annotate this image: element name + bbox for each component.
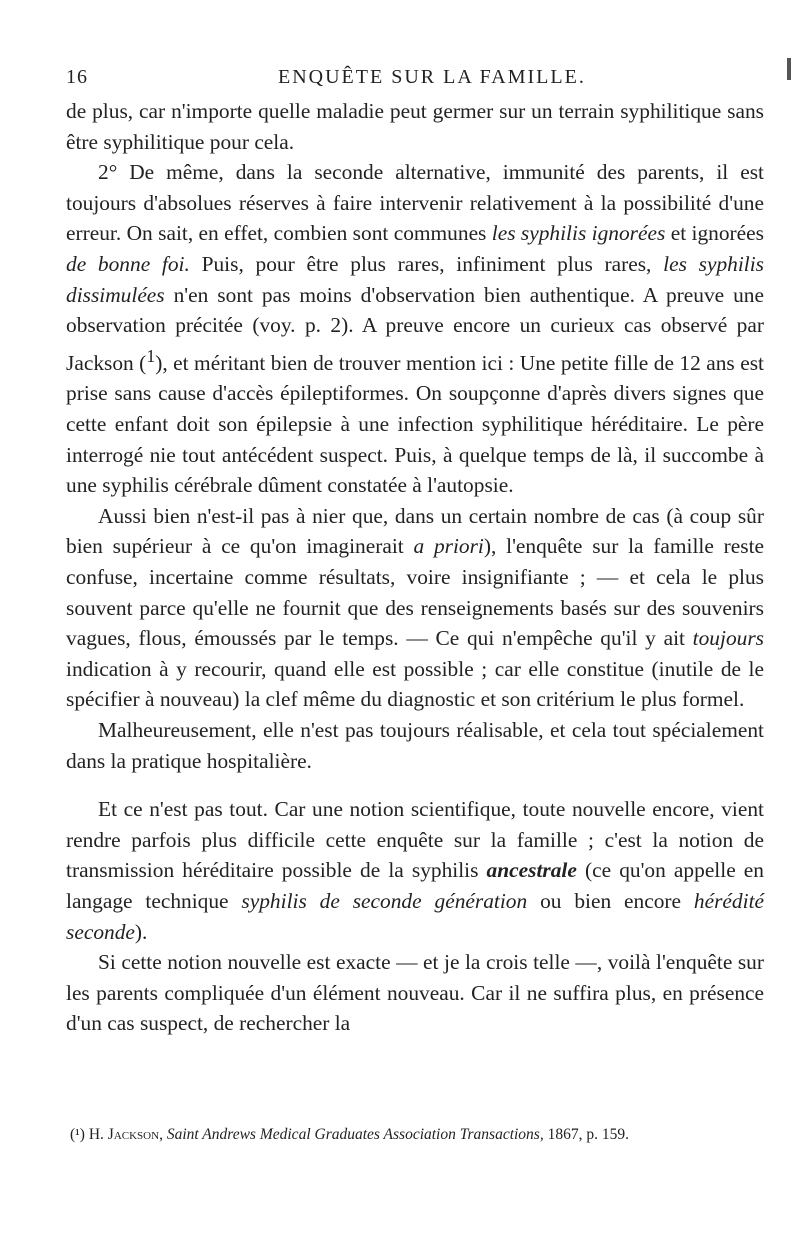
italic-phrase: toujours xyxy=(692,626,764,651)
italic-phrase: hérédité seconde xyxy=(66,888,765,944)
footnote-source: Saint Andrews Medical Graduates Association Transactions, xyxy=(166,1126,544,1143)
footnote xyxy=(66,1125,764,1145)
footnote-author: H. Jackson, xyxy=(88,1126,163,1143)
page-edge-mark xyxy=(787,58,791,80)
italic-phrase: les syphilis ignorées xyxy=(491,221,666,246)
paragraph-5: Et ce n'est pas tout. Car une notion scientifique, toute nouvelle encore, vient rendre parfois plus difficile cette enquête sur la famille ; c'est la notion de transmission héréditaire possible de la syphilis ancestrale (ce qu'on appelle en langage technique syphilis de seconde génération ou bien encore hérédité seconde). xyxy=(66,797,765,944)
italic-phrase: a priori xyxy=(413,534,484,559)
italic-phrase: les syphilis dissimulées xyxy=(66,251,764,307)
page-header xyxy=(66,66,766,96)
footnote-marker: (¹) xyxy=(70,1126,85,1143)
paragraph-1: de plus, car n'importe quelle maladie peut germer sur un terrain syphilitique sans être syphilitique pour cela. xyxy=(66,99,764,154)
italic-phrase: syphilis de seconde génération xyxy=(241,888,528,913)
bold-italic-term: ancestrale xyxy=(486,858,577,883)
paragraph-3: Aussi bien n'est-il pas à nier que, dans un certain nombre de cas (à coup sûr bien supérieur à ce qu'on imaginerait a priori), l'enquête sur la famille reste confuse, incertaine comme résultats, voire insignifiante ; — et cela le plus souvent parce qu'elle ne fournit que des renseignements basés sur des souvenirs vagues, flous, émoussés par le temps. — Ce qui n'empêche qu'il y ait toujours indication à y recourir, quand elle est possible ; car elle constitue (inutile de le spécifier à nouveau) la clef même du diagnostic et son critérium le plus formel. xyxy=(66,503,765,712)
paragraph-6: Si cette notion nouvelle est exacte — et je la crois telle —, voilà l'enquête sur les parents compliquée d'un élément nouveau. Car il ne suffira plus, en présence d'un cas suspect, de rechercher la xyxy=(66,950,764,1036)
italic-phrase: de bonne foi. xyxy=(66,251,190,276)
footnote-reference: 1 xyxy=(146,345,156,366)
footnote-details: 1867, p. 159. xyxy=(547,1126,629,1143)
paragraph-4: Malheureusement, elle n'est pas toujours réalisable, et cela tout spécialement dans la pratique hospitalière. xyxy=(66,718,764,773)
paragraph-2: 2° De même, dans la seconde alternative, immunité des parents, il est toujours d'absolues réserves à faire intervenir relativement à la possibilité d'une erreur. On sait, en effet, combien sont communes les syphilis ignorées et ignorées de bonne foi. Puis, pour être plus rares, infiniment plus rares, les syphilis dissimulées n'en sont pas moins d'observation bien authentique. A preuve une observation précitée (voy. p. 2). A preuve encore un curieux cas observé par Jackson ($^1$), et méritant bien de trouver mention ici : Une petite fille de 12 ans est prise sans cause d'accès épileptiformes. On soupçonne d'après divers signes que cette enfant doit son épilepsie à une infection syphilitique héréditaire. Le père interrogé nie tout antécédent suspect. Puis, à quelque temps de là, il succombe à une syphilis cérébrale dûment constatée à l'autopsie. xyxy=(66,160,764,498)
body-text xyxy=(66,96,764,1039)
page-number: 16 xyxy=(66,66,88,88)
running-title: ENQUÊTE SUR LA FAMILLE. xyxy=(278,66,586,88)
